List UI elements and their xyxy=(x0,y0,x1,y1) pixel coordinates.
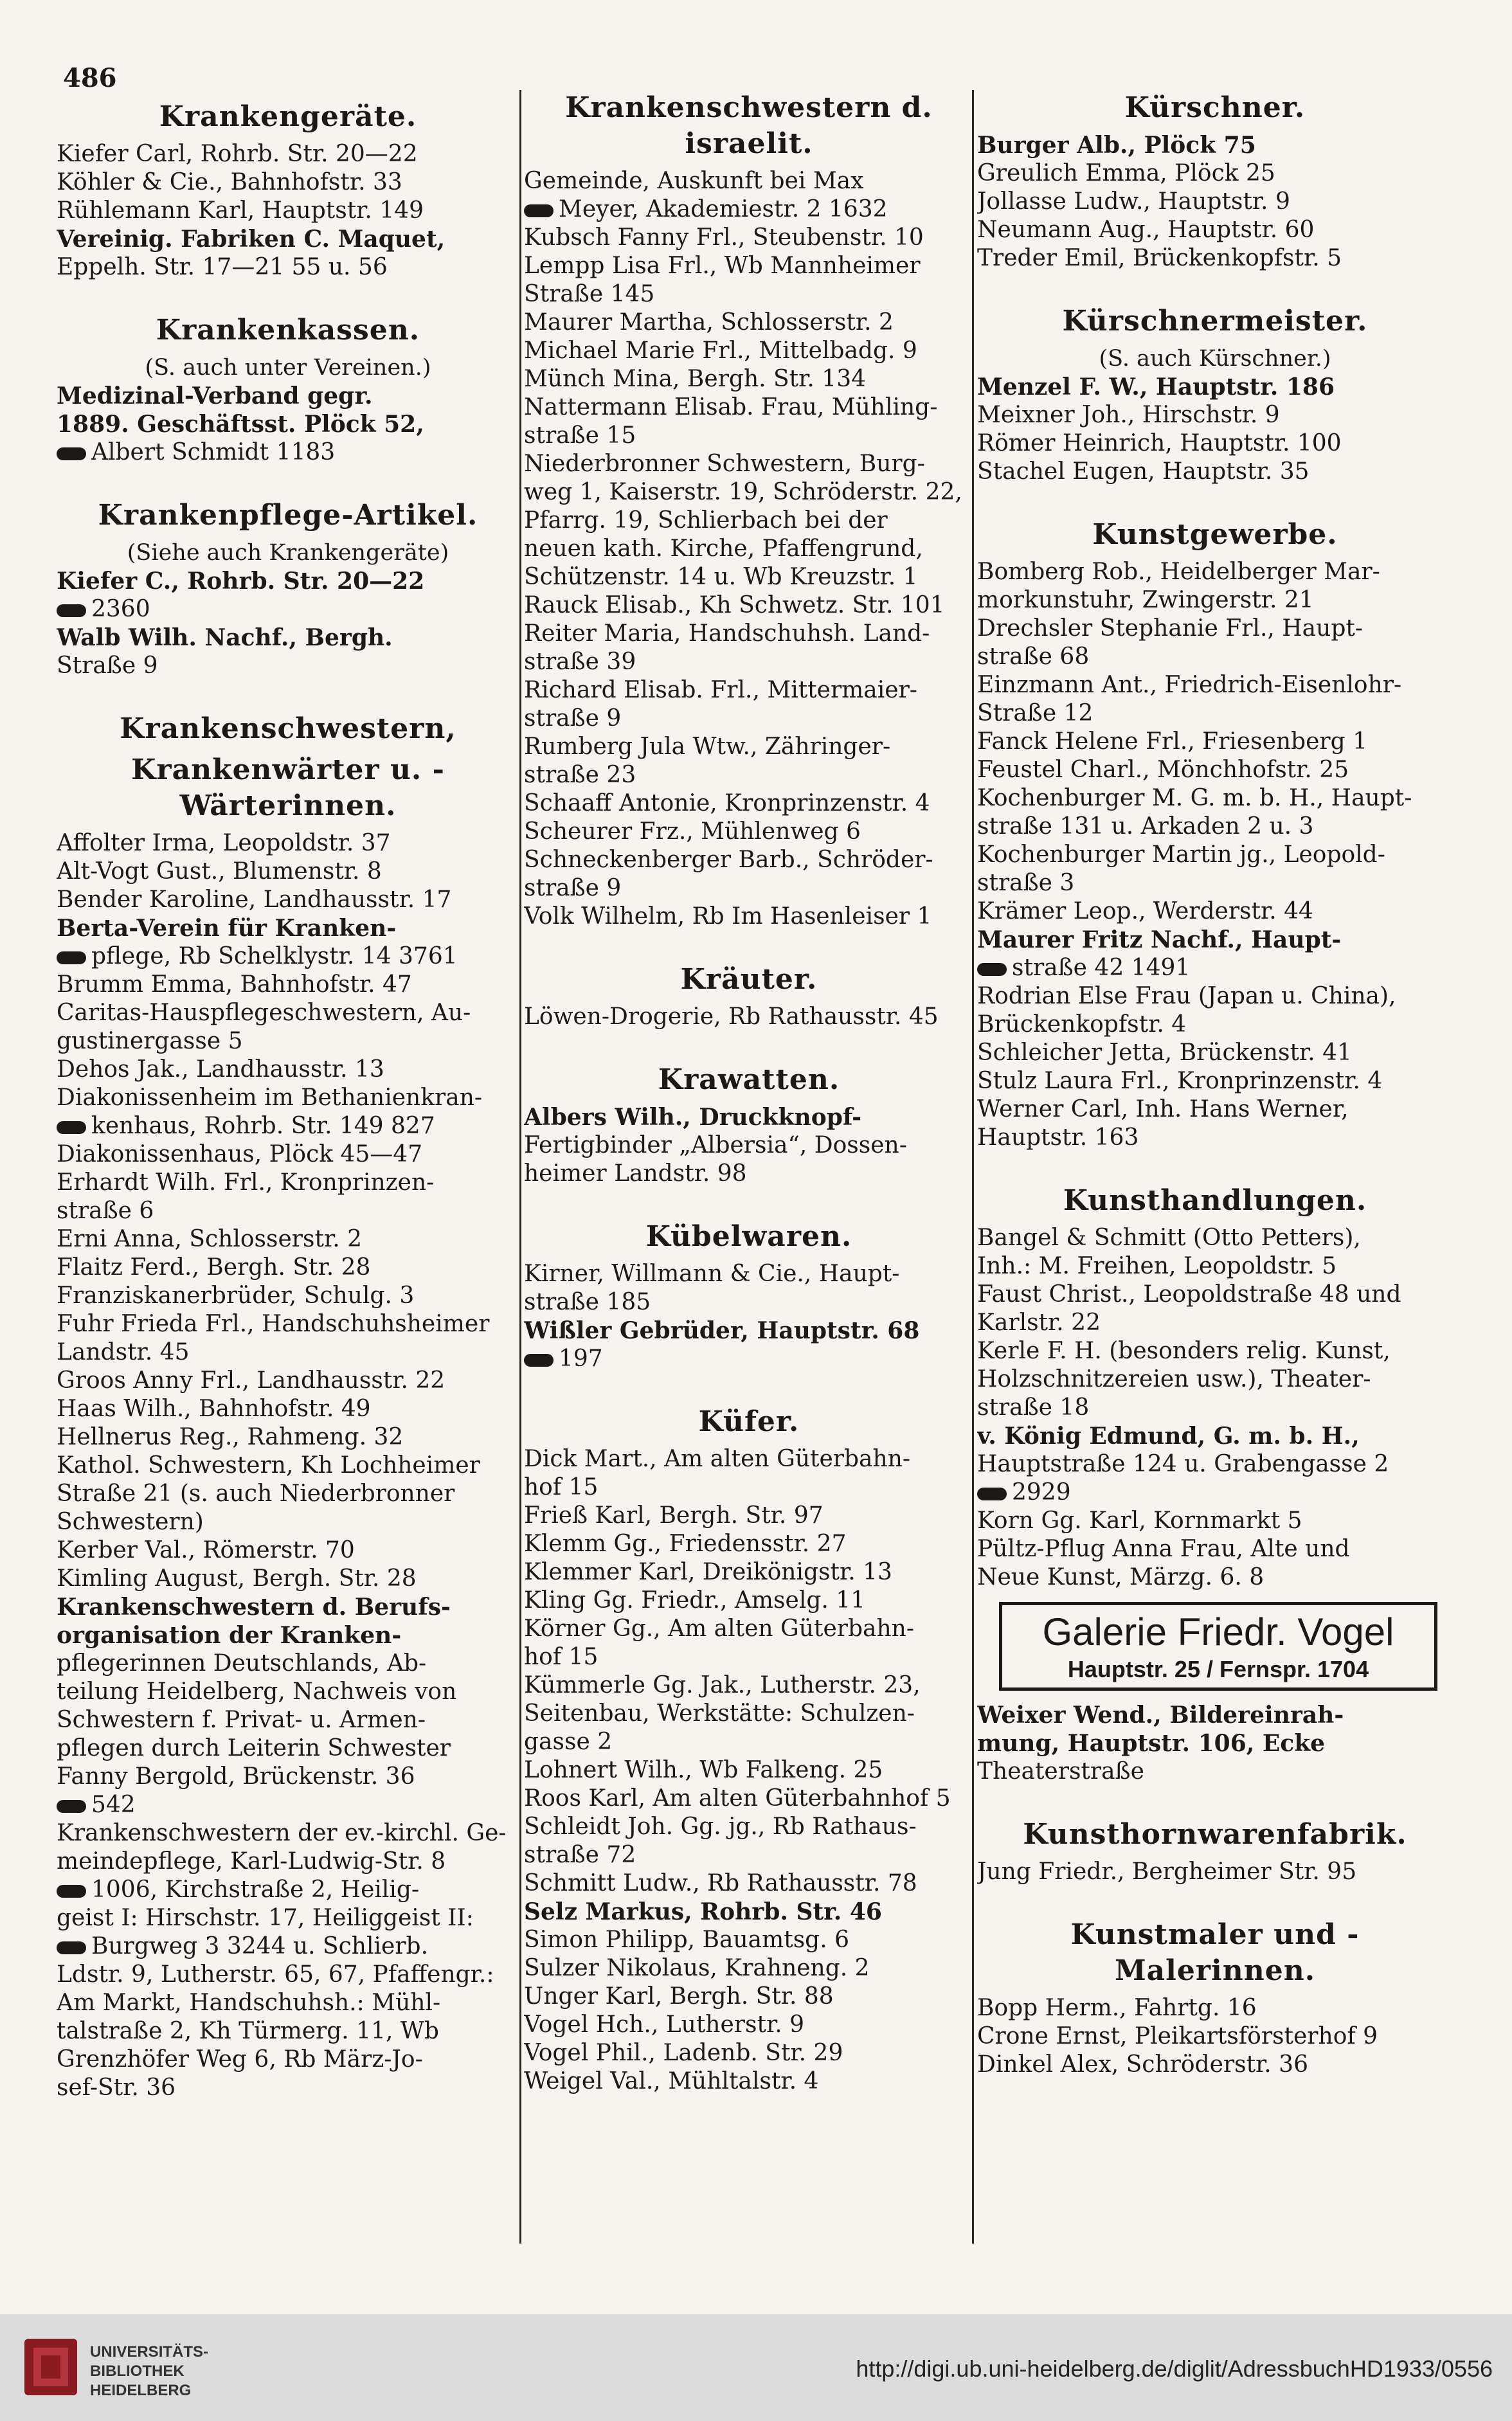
directory-entry: 197 xyxy=(524,1345,974,1373)
directory-entry: Diakonissenheim im Bethanienkran- xyxy=(57,1084,483,1111)
directory-entry: gustinergasse 5 xyxy=(57,1028,243,1054)
directory-entry: Flaitz Ferd., Bergh. Str. 28 xyxy=(57,1254,371,1281)
section-note: (S. auch Kürschner.) xyxy=(1099,346,1331,372)
directory-entry: 2929 xyxy=(977,1479,1453,1507)
section-heading: Krankenschwestern, xyxy=(120,712,456,745)
directory-entry: 542 xyxy=(57,1791,519,1819)
entry-list xyxy=(977,558,1453,1152)
directory-entry: Fanny Bergold, Brückenstr. 36 xyxy=(57,1763,415,1790)
directory-entry: Franziskanerbrüder, Schulg. 3 xyxy=(57,1282,415,1309)
section-heading: Krankenwärter u. -Wärterinnen. xyxy=(131,753,445,822)
page-number: 486 xyxy=(63,63,117,93)
telephone-icon xyxy=(977,1488,1007,1500)
directory-entry: Maurer Martha, Schlosserstr. 2 xyxy=(524,309,894,336)
directory-entry: Michael Marie Frl., Mittelbadg. 9 xyxy=(524,338,917,364)
directory-entry: Kochenburger Martin jg., Leopold- xyxy=(977,842,1385,868)
directory-entry: Rauck Elisab., Kh Schwetz. Str. 101 xyxy=(524,592,945,618)
directory-entry: Bomberg Rob., Heidelberger Mar- xyxy=(977,559,1380,585)
directory-entry: Schützenstr. 14 u. Wb Kreuzstr. 1 xyxy=(524,564,918,590)
directory-entry: Kirner, Willmann & Cie., Haupt- xyxy=(524,1261,900,1287)
viewer-footer xyxy=(0,2314,1512,2421)
directory-entry: Alt-Vogt Gust., Blumenstr. 8 xyxy=(57,858,382,885)
directory-entry: Haas Wilh., Bahnhofstr. 49 xyxy=(57,1396,371,1422)
directory-entry: Schaaff Antonie, Kronprinzenstr. 4 xyxy=(524,790,930,816)
directory-entry: hof 15 xyxy=(524,1644,598,1670)
directory-entry: Nattermann Elisab. Frau, Mühling- xyxy=(524,394,938,420)
directory-entry: Richard Elisab. Frl., Mittermaier- xyxy=(524,677,917,703)
directory-entry: Volk Wilhelm, Rb Im Hasenleiser 1 xyxy=(524,903,932,930)
entry-list xyxy=(524,1103,974,1188)
directory-entry: Fertigbinder „Albersia“, Dossen- xyxy=(524,1132,907,1158)
directory-entry: Hellnerus Reg., Rahmeng. 32 xyxy=(57,1424,404,1450)
entry-list xyxy=(977,131,1453,273)
directory-entry: straße 15 xyxy=(524,422,636,449)
directory-entry: Niederbronner Schwestern, Burg- xyxy=(524,451,925,477)
directory-entry: 2360 xyxy=(57,595,519,624)
entry-list xyxy=(57,140,519,282)
section-heading: Krankenpflege-Artikel. xyxy=(98,499,478,532)
section-heading: Krankenschwestern d. israelit. xyxy=(565,91,933,160)
directory-entry: organisation der Kranken- xyxy=(57,1622,402,1649)
directory-entry: Frieß Karl, Bergh. Str. 97 xyxy=(524,1502,824,1529)
directory-entry: Kümmerle Gg. Jak., Lutherstr. 23, xyxy=(524,1672,921,1698)
section-heading: Kunstgewerbe. xyxy=(1092,518,1338,551)
directory-entry: Kling Gg. Friedr., Amselg. 11 xyxy=(524,1587,866,1614)
directory-entry: Berta-Verein für Kranken- xyxy=(57,915,397,942)
directory-entry: Walb Wilh. Nachf., Bergh. xyxy=(57,624,393,651)
directory-entry: Löwen-Drogerie, Rb Rathausstr. 45 xyxy=(524,1004,939,1030)
section-heading: Kunsthornwarenfabrik. xyxy=(1023,1818,1407,1851)
directory-entry: Eppelh. Str. 17—21 55 u. 56 xyxy=(57,254,388,280)
telephone-icon xyxy=(524,204,554,217)
telephone-icon xyxy=(57,1800,86,1813)
directory-entry: Grenzhöfer Weg 6, Rb März-Jo- xyxy=(57,2046,423,2073)
directory-entry: gasse 2 xyxy=(524,1729,613,1755)
directory-entry: straße 9 xyxy=(524,875,622,901)
directory-entry: straße 6 xyxy=(57,1198,154,1224)
section-heading: Krankengeräte. xyxy=(159,100,417,133)
directory-entry: straße 42 1491 xyxy=(977,954,1453,982)
entry-list xyxy=(57,829,519,2102)
directory-entry: Burger Alb., Plöck 75 xyxy=(977,132,1256,159)
directory-entry: Straße 145 xyxy=(524,281,655,307)
directory-entry: Kerle F. H. (besonders relig. Kunst, xyxy=(977,1338,1390,1364)
directory-entry: 1006, Kirchstraße 2, Heilig- xyxy=(57,1876,519,1904)
directory-entry: Werner Carl, Inh. Hans Werner, xyxy=(977,1096,1349,1122)
directory-entry: meindepflege, Karl-Ludwig-Str. 8 xyxy=(57,1848,446,1875)
directory-entry: Schleidt Joh. Gg. jg., Rb Rathaus- xyxy=(524,1814,917,1840)
telephone-icon xyxy=(524,1354,554,1367)
section-note: (Siehe auch Krankengeräte) xyxy=(127,540,449,566)
directory-entry: Weigel Val., Mühltalstr. 4 xyxy=(524,2068,819,2094)
directory-entry: Holzschnitzereien usw.), Theater- xyxy=(977,1366,1371,1392)
directory-entry: heimer Landstr. 98 xyxy=(524,1160,747,1187)
directory-entry: Straße 9 xyxy=(57,652,158,679)
directory-entry: Albers Wilh., Druckknopf- xyxy=(524,1104,862,1131)
column-3 xyxy=(977,90,1453,2079)
directory-entry: Vogel Hch., Lutherstr. 9 xyxy=(524,2012,804,2038)
directory-entry: Straße 21 (s. auch Niederbronner xyxy=(57,1480,455,1507)
directory-entry: straße 18 xyxy=(977,1394,1090,1421)
directory-entry: talstraße 2, Kh Türmerg. 11, Wb xyxy=(57,2018,439,2044)
directory-entry: sef-Str. 36 xyxy=(57,2074,176,2101)
entry-list xyxy=(977,373,1453,486)
directory-entry: straße 23 xyxy=(524,762,636,788)
directory-entry: Krankenschwestern d. Berufs- xyxy=(57,1594,451,1621)
directory-entry: Dehos Jak., Landhausstr. 13 xyxy=(57,1056,384,1083)
directory-entry: Diakonissenhaus, Plöck 45—47 xyxy=(57,1141,423,1167)
directory-entry: straße 39 xyxy=(524,649,636,675)
directory-entry: Münch Mina, Bergh. Str. 134 xyxy=(524,366,867,392)
telephone-icon xyxy=(57,1941,86,1954)
entry-list xyxy=(57,567,519,680)
directory-entry: Vereinig. Fabriken C. Maquet, xyxy=(57,226,446,253)
directory-entry: Theaterstraße xyxy=(977,1758,1144,1785)
directory-entry: kenhaus, Rohrb. Str. 149 827 xyxy=(57,1112,519,1140)
directory-entry: Jung Friedr., Bergheimer Str. 95 xyxy=(977,1859,1357,1885)
directory-entry: Brückenkopfstr. 4 xyxy=(977,1011,1187,1038)
telephone-icon xyxy=(977,963,1007,976)
directory-entry: Bopp Herm., Fahrtg. 16 xyxy=(977,1995,1257,2021)
directory-entry: neuen kath. Kirche, Pfaffengrund, xyxy=(524,536,923,562)
directory-entry: Stulz Laura Frl., Kronprinzenstr. 4 xyxy=(977,1068,1383,1094)
directory-entry: Korn Gg. Karl, Kornmarkt 5 xyxy=(977,1508,1302,1534)
entry-list xyxy=(524,1003,974,1031)
directory-entry: Sulzer Nikolaus, Krahneng. 2 xyxy=(524,1955,870,1981)
directory-entry: straße 3 xyxy=(977,870,1075,896)
directory-entry: Köhler & Cie., Bahnhofstr. 33 xyxy=(57,169,402,195)
column-divider xyxy=(519,90,521,2244)
directory-entry: Kiefer Carl, Rohrb. Str. 20—22 xyxy=(57,141,418,167)
directory-entry: Inh.: M. Freihen, Leopoldstr. 5 xyxy=(977,1253,1337,1279)
directory-entry: weg 1, Kaiserstr. 19, Schröderstr. 22, xyxy=(524,479,962,505)
entry-list xyxy=(977,1858,1453,1886)
directory-entry: Wißler Gebrüder, Hauptstr. 68 xyxy=(524,1317,920,1344)
section-heading: Kürschner. xyxy=(1124,91,1306,124)
directory-entry: Hauptstraße 124 u. Grabengasse 2 xyxy=(977,1451,1389,1477)
telephone-icon xyxy=(57,604,86,617)
section-heading: Kunstmaler und -Malerinnen. xyxy=(1070,1918,1360,1987)
section-heading: Kübelwaren. xyxy=(645,1220,852,1253)
directory-entry: Reiter Maria, Handschuhsh. Land- xyxy=(524,620,930,647)
directory-entry: Selz Markus, Rohrb. Str. 46 xyxy=(524,1898,882,1925)
ad-title: Galerie Friedr. Vogel xyxy=(1042,1610,1394,1653)
directory-entry: pflegen durch Leiterin Schwester xyxy=(57,1735,451,1761)
directory-entry: Meixner Joh., Hirschstr. 9 xyxy=(977,402,1280,428)
entry-list xyxy=(524,167,974,931)
directory-entry: Bangel & Schmitt (Otto Petters), xyxy=(977,1225,1361,1251)
directory-entry: Klemmer Karl, Dreikönigstr. 13 xyxy=(524,1559,892,1585)
directory-entry: hof 15 xyxy=(524,1474,598,1500)
directory-entry: Kerber Val., Römerstr. 70 xyxy=(57,1537,355,1563)
directory-entry: morkunstuhr, Zwingerstr. 21 xyxy=(977,587,1314,613)
directory-entry: Schleicher Jetta, Brückenstr. 41 xyxy=(977,1040,1352,1066)
directory-entry: Dinkel Alex, Schröderstr. 36 xyxy=(977,2051,1308,2078)
directory-entry: Maurer Fritz Nachf., Haupt- xyxy=(977,926,1342,953)
directory-entry: Feustel Charl., Mönchhofstr. 25 xyxy=(977,757,1349,783)
directory-entry: Straße 12 xyxy=(977,700,1094,726)
directory-entry: Drechsler Stephanie Frl., Haupt- xyxy=(977,615,1363,642)
directory-entry: straße 185 xyxy=(524,1289,651,1315)
telephone-icon xyxy=(57,1885,86,1898)
directory-entry: mung, Hauptstr. 106, Ecke xyxy=(977,1730,1326,1757)
section-note: (S. auch unter Vereinen.) xyxy=(145,355,431,381)
directory-entry: Rumberg Jula Wtw., Zähringer- xyxy=(524,734,891,760)
section-heading: Kürschnermeister. xyxy=(1062,305,1368,338)
directory-entry: Erhardt Wilh. Frl., Kronprinzen- xyxy=(57,1169,435,1196)
directory-entry: Kubsch Fanny Frl., Steubenstr. 10 xyxy=(524,224,924,251)
directory-entry: Krankenschwestern der ev.-kirchl. Ge- xyxy=(57,1820,507,1846)
directory-entry: Kathol. Schwestern, Kh Lochheimer xyxy=(57,1452,480,1479)
directory-entry: Jollasse Ludw., Hauptstr. 9 xyxy=(977,188,1290,215)
directory-entry: Neumann Aug., Hauptstr. 60 xyxy=(977,217,1315,243)
directory-entry: Seitenbau, Werkstätte: Schulzen- xyxy=(524,1700,915,1727)
directory-entry: pflege, Rb Schelklystr. 14 3761 xyxy=(57,942,519,971)
directory-entry: Brumm Emma, Bahnhofstr. 47 xyxy=(57,971,412,998)
directory-entry: Kochenburger M. G. m. b. H., Haupt- xyxy=(977,785,1412,811)
directory-entry: Vogel Phil., Ladenb. Str. 29 xyxy=(524,2040,843,2066)
directory-entry: straße 68 xyxy=(977,644,1090,670)
directory-entry: Neue Kunst, Märzg. 6. 8 xyxy=(977,1564,1264,1590)
directory-entry: Krämer Leop., Werderstr. 44 xyxy=(977,898,1313,924)
entry-list xyxy=(977,1224,1453,1592)
directory-entry: Römer Heinrich, Hauptstr. 100 xyxy=(977,430,1342,456)
directory-entry: Rodrian Else Frau (Japan u. China), xyxy=(977,983,1396,1009)
directory-entry: Am Markt, Handschuhsh.: Mühl- xyxy=(57,1990,441,2016)
directory-entry: Einzmann Ant., Friedrich-Eisenlohr- xyxy=(977,672,1402,698)
directory-entry: Schwestern) xyxy=(57,1509,204,1535)
entry-list xyxy=(977,1994,1453,2079)
entry-list xyxy=(977,1701,1453,1786)
directory-entry: Treder Emil, Brückenkopfstr. 5 xyxy=(977,245,1342,271)
directory-entry: 1889. Geschäftsst. Plöck 52, xyxy=(57,411,424,438)
section-heading: Kunsthandlungen. xyxy=(1063,1184,1367,1217)
directory-entry: Lempp Lisa Frl., Wb Mannheimer xyxy=(524,253,921,279)
directory-entry: Schneckenberger Barb., Schröder- xyxy=(524,847,933,873)
directory-entry: Fanck Helene Frl., Friesenberg 1 xyxy=(977,728,1368,755)
directory-entry: Affolter Irma, Leopoldstr. 37 xyxy=(57,830,391,856)
directory-entry: Kimling August, Bergh. Str. 28 xyxy=(57,1565,417,1592)
directory-entry: Pfarrg. 19, Schlierbach bei der xyxy=(524,507,888,534)
column-2 xyxy=(524,90,974,2096)
telephone-icon xyxy=(57,447,86,460)
directory-entry: Schmitt Ludw., Rb Rathausstr. 78 xyxy=(524,1870,917,1896)
directory-entry: Dick Mart., Am alten Güterbahn- xyxy=(524,1446,911,1472)
directory-entry: Bender Karoline, Landhausstr. 17 xyxy=(57,887,452,913)
directory-entry: Albert Schmidt 1183 xyxy=(57,438,519,467)
directory-entry: straße 9 xyxy=(524,705,622,732)
advertisement-box xyxy=(999,1602,1437,1691)
source-url-link[interactable]: http://digi.ub.uni-heidelberg.de/diglit/AdressbuchHD1933/0556 xyxy=(856,2355,1493,2382)
directory-entry: Stachel Eugen, Hauptstr. 35 xyxy=(977,458,1310,485)
directory-entry: Unger Karl, Bergh. Str. 88 xyxy=(524,1983,834,2010)
directory-entry: Caritas-Hauspflegeschwestern, Au- xyxy=(57,1000,471,1026)
directory-entry: Scheurer Frz., Mühlenweg 6 xyxy=(524,818,861,845)
directory-entry: teilung Heidelberg, Nachweis von xyxy=(57,1679,457,1705)
directory-entry: Gemeinde, Auskunft bei Max xyxy=(524,168,864,194)
directory-entry: Lohnert Wilh., Wb Falkeng. 25 xyxy=(524,1757,883,1783)
directory-entry: Burgweg 3 3244 u. Schlierb. xyxy=(57,1932,519,1961)
directory-entry: pflegerinnen Deutschlands, Ab- xyxy=(57,1650,427,1677)
directory-entry: Klemm Gg., Friedensstr. 27 xyxy=(524,1531,847,1557)
directory-entry: Weixer Wend., Bildereinrah- xyxy=(977,1702,1344,1729)
directory-entry: straße 72 xyxy=(524,1842,636,1868)
section-heading: Krankenkassen. xyxy=(156,314,420,346)
column-1 xyxy=(57,90,519,2102)
directory-entry: straße 131 u. Arkaden 2 u. 3 xyxy=(977,813,1314,840)
directory-entry: Groos Anny Frl., Landhausstr. 22 xyxy=(57,1367,446,1394)
directory-entry: Menzel F. W., Hauptstr. 186 xyxy=(977,374,1335,401)
directory-entry: Ldstr. 9, Lutherstr. 65, 67, Pfaffengr.: xyxy=(57,1961,494,1988)
directory-entry: Erni Anna, Schlosserstr. 2 xyxy=(57,1226,362,1252)
directory-entry: Schwestern f. Privat- u. Armen- xyxy=(57,1707,426,1733)
library-name: UNIVERSITÄTS- BIBLIOTHEK HEIDELBERG xyxy=(90,2343,209,2399)
section-heading: Küfer. xyxy=(698,1405,800,1438)
directory-entry: Kiefer C., Rohrb. Str. 20—22 xyxy=(57,568,425,595)
directory-entry: Meyer, Akademiestr. 2 1632 xyxy=(524,195,974,224)
directory-entry: Greulich Emma, Plöck 25 xyxy=(977,160,1275,186)
directory-entry: Körner Gg., Am alten Güterbahn- xyxy=(524,1616,915,1642)
ad-subtitle: Hauptstr. 25 / Fernspr. 1704 xyxy=(1067,1656,1369,1682)
directory-entry: Rühlemann Karl, Hauptstr. 149 xyxy=(57,197,424,224)
directory-entry: Medizinal-Verband gegr. xyxy=(57,382,373,410)
directory-entry: Karlstr. 22 xyxy=(977,1310,1101,1336)
directory-entry: Hauptstr. 163 xyxy=(977,1124,1139,1151)
telephone-icon xyxy=(57,1121,86,1134)
section-heading: Kräuter. xyxy=(680,963,818,996)
directory-entry: Fuhr Frieda Frl., Handschuhsheimer xyxy=(57,1311,490,1337)
directory-entry: Faust Christ., Leopoldstraße 48 und xyxy=(977,1281,1401,1308)
directory-entry: Roos Karl, Am alten Güterbahnhof 5 xyxy=(524,1785,951,1812)
entry-list xyxy=(57,382,519,467)
directory-entry: Crone Ernst, Pleikartsförsterhof 9 xyxy=(977,2023,1378,2049)
university-seal-icon xyxy=(22,2336,80,2398)
entry-list xyxy=(524,1445,974,2096)
entry-list xyxy=(524,1260,974,1373)
directory-entry: v. König Edmund, G. m. b. H., xyxy=(977,1423,1360,1450)
section-heading: Krawatten. xyxy=(658,1063,840,1096)
directory-entry: Landstr. 45 xyxy=(57,1339,190,1365)
directory-entry: Pültz-Pflug Anna Frau, Alte und xyxy=(977,1536,1350,1562)
telephone-icon xyxy=(57,951,86,964)
directory-entry: geist I: Hirschstr. 17, Heiliggeist II: xyxy=(57,1905,474,1931)
directory-entry: Simon Philipp, Bauamtsg. 6 xyxy=(524,1927,850,1953)
